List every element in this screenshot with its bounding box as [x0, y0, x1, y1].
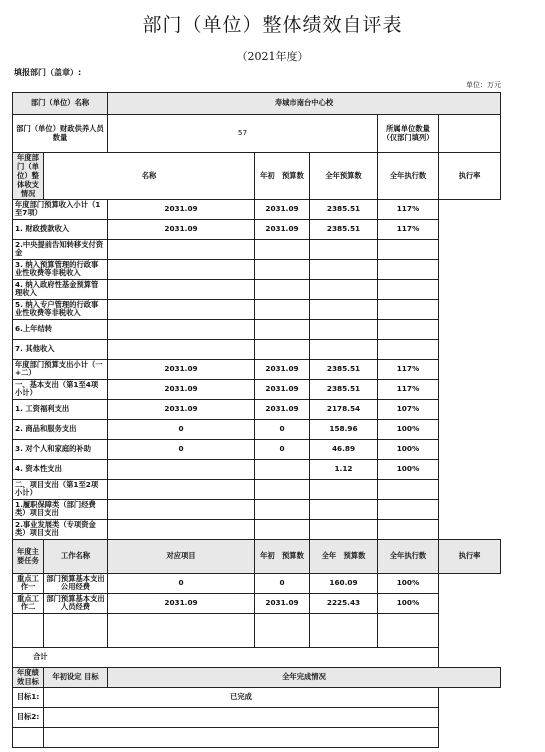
- budget-annual-value: 2031.09: [255, 219, 310, 239]
- goal-row: [13, 707, 501, 727]
- staff-label: 部门（单位）财政供养人员数量: [13, 115, 108, 153]
- budget-item-name: 2.事业发展类（专项资金类）项目支出: [13, 519, 108, 539]
- budget-initial-value: [108, 239, 255, 259]
- budget-initial-value: [108, 519, 255, 539]
- budget-item-name: 3. 对个人和家庭的补助: [13, 439, 108, 459]
- budget-initial-value: [108, 319, 255, 339]
- goal-status: 已完成: [44, 687, 439, 707]
- budget-rate-value: 100%: [378, 419, 439, 439]
- budget-row: [13, 239, 501, 259]
- budget-rate-value: 100%: [378, 439, 439, 459]
- budget-row: [13, 199, 501, 219]
- budget-executed-value: [310, 239, 378, 259]
- budget-row: [13, 519, 501, 539]
- budget-item-name: 年度部门预算收入小计（1至7项）: [13, 199, 108, 219]
- budget-item-name: 2. 商品和服务支出: [13, 419, 108, 439]
- budget-item-name: 一、基本支出（第1至4项小计）: [13, 379, 108, 399]
- task-project: 部门预算基本支出公用经费: [44, 573, 108, 593]
- budget-row: [13, 499, 501, 519]
- budget-rate-value: [378, 519, 439, 539]
- budget-annual-value: [255, 519, 310, 539]
- budget-executed-value: [310, 259, 378, 279]
- budget-section-label: 年度部门（单位）整体收支情况: [13, 153, 44, 200]
- budget-initial-value: 2031.09: [108, 199, 255, 219]
- tasks-header-name: 工作名称: [44, 539, 108, 573]
- budget-item-name: 6.上年结转: [13, 319, 108, 339]
- sub-unit-value: [439, 115, 501, 153]
- task-initial-value: 0: [108, 573, 255, 593]
- budget-row: [13, 419, 501, 439]
- tasks-total-label: 合计: [13, 647, 439, 667]
- budget-item-name: 7. 其他收入: [13, 339, 108, 359]
- staff-value: 57: [108, 115, 378, 153]
- budget-item-name: 4. 资本性支出: [13, 459, 108, 479]
- budget-annual-value: [255, 459, 310, 479]
- budget-annual-value: [255, 479, 310, 499]
- task-name: 重点工作一: [13, 573, 44, 593]
- budget-executed-value: [310, 279, 378, 299]
- budget-annual-value: [255, 339, 310, 359]
- budget-rate-value: [378, 499, 439, 519]
- dept-name-value: 寿城市南台中心校: [108, 93, 501, 115]
- task-annual-value: 2031.09: [255, 593, 310, 613]
- budget-item-name: 1. 工资福利支出: [13, 399, 108, 419]
- budget-rate-value: [378, 279, 439, 299]
- goals-header-set: 年初设定 目标: [44, 667, 108, 687]
- budget-executed-value: [310, 299, 378, 319]
- budget-initial-value: 0: [108, 439, 255, 459]
- budget-rate-value: [378, 259, 439, 279]
- budget-row: [13, 399, 501, 419]
- budget-header-initial: 年初 预算数: [255, 153, 310, 200]
- budget-item-name: 年度部门预算支出小计（一+二）: [13, 359, 108, 379]
- task-executed-value: [310, 613, 378, 647]
- budget-executed-value: 46.89: [310, 439, 378, 459]
- budget-item-name: 二、项目支出（第1至2项小计）: [13, 479, 108, 499]
- budget-rate-value: [378, 319, 439, 339]
- unit-label: 单位：万元: [466, 81, 501, 89]
- budget-initial-value: [108, 259, 255, 279]
- task-row: [13, 593, 501, 613]
- budget-executed-value: 1.12: [310, 459, 378, 479]
- budget-initial-value: 2031.09: [108, 379, 255, 399]
- budget-row: [13, 439, 501, 459]
- budget-executed-value: 2385.51: [310, 199, 378, 219]
- tasks-header-rate: 执行率: [439, 539, 501, 573]
- task-initial-value: [108, 613, 255, 647]
- goal-label: 目标1:: [13, 687, 44, 707]
- budget-executed-value: [310, 499, 378, 519]
- budget-initial-value: 2031.09: [108, 399, 255, 419]
- budget-rate-value: 117%: [378, 219, 439, 239]
- budget-row: [13, 319, 501, 339]
- filler-label: 填报部门（盖章）:: [14, 68, 82, 77]
- budget-rate-value: [378, 299, 439, 319]
- budget-annual-value: 2031.09: [255, 359, 310, 379]
- budget-row: [13, 339, 501, 359]
- budget-rate-value: 117%: [378, 359, 439, 379]
- budget-initial-value: 2031.09: [108, 219, 255, 239]
- budget-initial-value: [108, 279, 255, 299]
- goal-status: [44, 727, 439, 747]
- budget-item-name: 4. 纳入政府性基金预算管理收入: [13, 279, 108, 299]
- budget-rate-value: 100%: [378, 459, 439, 479]
- task-name: [13, 613, 44, 647]
- task-project: [44, 613, 108, 647]
- budget-annual-value: 2031.09: [255, 399, 310, 419]
- budget-rate-value: [378, 339, 439, 359]
- budget-annual-value: [255, 319, 310, 339]
- budget-initial-value: [108, 339, 255, 359]
- task-annual-value: [255, 613, 310, 647]
- budget-annual-value: 0: [255, 419, 310, 439]
- task-rate-value: 100%: [378, 593, 439, 613]
- budget-initial-value: 2031.09: [108, 359, 255, 379]
- budget-row: [13, 299, 501, 319]
- budget-item-name: 1. 财政拨款收入: [13, 219, 108, 239]
- goals-section-label: 年度绩效目标: [13, 667, 44, 687]
- budget-rate-value: [378, 479, 439, 499]
- budget-item-name: 1.履职保障类（部门经费类）项目支出: [13, 499, 108, 519]
- budget-annual-value: [255, 239, 310, 259]
- budget-executed-value: 158.96: [310, 419, 378, 439]
- budget-executed-value: 2178.54: [310, 399, 378, 419]
- budget-header-executed: 全年执行数: [378, 153, 439, 200]
- budget-annual-value: 0: [255, 439, 310, 459]
- budget-row: [13, 219, 501, 239]
- budget-annual-value: [255, 499, 310, 519]
- tasks-header-project: 对应项目: [108, 539, 255, 573]
- budget-rate-value: [378, 239, 439, 259]
- budget-row: [13, 259, 501, 279]
- task-executed-value: 2225.43: [310, 593, 378, 613]
- budget-initial-value: [108, 479, 255, 499]
- task-row: [13, 573, 501, 593]
- budget-annual-value: [255, 279, 310, 299]
- budget-row: [13, 379, 501, 399]
- budget-header-rate: 执行率: [439, 153, 501, 200]
- budget-executed-value: 2385.51: [310, 379, 378, 399]
- goal-row: [13, 687, 501, 707]
- budget-annual-value: [255, 259, 310, 279]
- budget-row: [13, 479, 501, 499]
- task-project: 部门预算基本支出人员经费: [44, 593, 108, 613]
- sub-unit-label: 所属单位数量（仅部门填列）: [378, 115, 439, 153]
- budget-initial-value: [108, 499, 255, 519]
- page-title: 部门（单位）整体绩效自评表: [142, 14, 403, 36]
- budget-row: [13, 359, 501, 379]
- goal-status: [44, 707, 439, 727]
- goal-row: [13, 727, 501, 747]
- goal-label: 目标2:: [13, 707, 44, 727]
- task-name: 重点工作二: [13, 593, 44, 613]
- tasks-header-initial: 年初 预算数: [255, 539, 310, 573]
- tasks-header-executed: 全年执行数: [378, 539, 439, 573]
- task-rate-value: [378, 613, 439, 647]
- goals-header-status: 全年完成情况: [108, 667, 501, 687]
- budget-annual-value: 2031.09: [255, 199, 310, 219]
- goal-label: [13, 727, 44, 747]
- task-executed-value: 160.09: [310, 573, 378, 593]
- budget-initial-value: [108, 459, 255, 479]
- budget-rate-value: 117%: [378, 199, 439, 219]
- budget-header-name: 名称: [44, 153, 255, 200]
- budget-row: [13, 279, 501, 299]
- budget-executed-value: [310, 479, 378, 499]
- task-row: [13, 613, 501, 647]
- task-annual-value: 0: [255, 573, 310, 593]
- budget-executed-value: 2385.51: [310, 359, 378, 379]
- tasks-section-label: 年度主要任务: [13, 539, 44, 573]
- budget-rate-value: 117%: [378, 379, 439, 399]
- budget-row: [13, 459, 501, 479]
- dept-name-label: 部门（单位）名称: [13, 93, 108, 115]
- budget-executed-value: 2385.51: [310, 219, 378, 239]
- task-rate-value: 100%: [378, 573, 439, 593]
- budget-item-name: 5. 纳入专户管理的行政事业性收费等非税收入: [13, 299, 108, 319]
- evaluation-table: [12, 92, 501, 748]
- budget-initial-value: 0: [108, 419, 255, 439]
- budget-annual-value: 2031.09: [255, 379, 310, 399]
- task-initial-value: 2031.09: [108, 593, 255, 613]
- budget-executed-value: [310, 339, 378, 359]
- budget-initial-value: [108, 299, 255, 319]
- budget-rate-value: 107%: [378, 399, 439, 419]
- budget-item-name: 3. 纳入预算管理的行政事业性收费等非税收入: [13, 259, 108, 279]
- budget-header-annual: 全年预算数: [310, 153, 378, 200]
- budget-executed-value: [310, 519, 378, 539]
- tasks-header-annual: 全年 预算数: [310, 539, 378, 573]
- report-year: （2021年度）: [236, 50, 309, 63]
- budget-item-name: 2.中央提前告知转移支付资金: [13, 239, 108, 259]
- budget-annual-value: [255, 299, 310, 319]
- budget-executed-value: [310, 319, 378, 339]
